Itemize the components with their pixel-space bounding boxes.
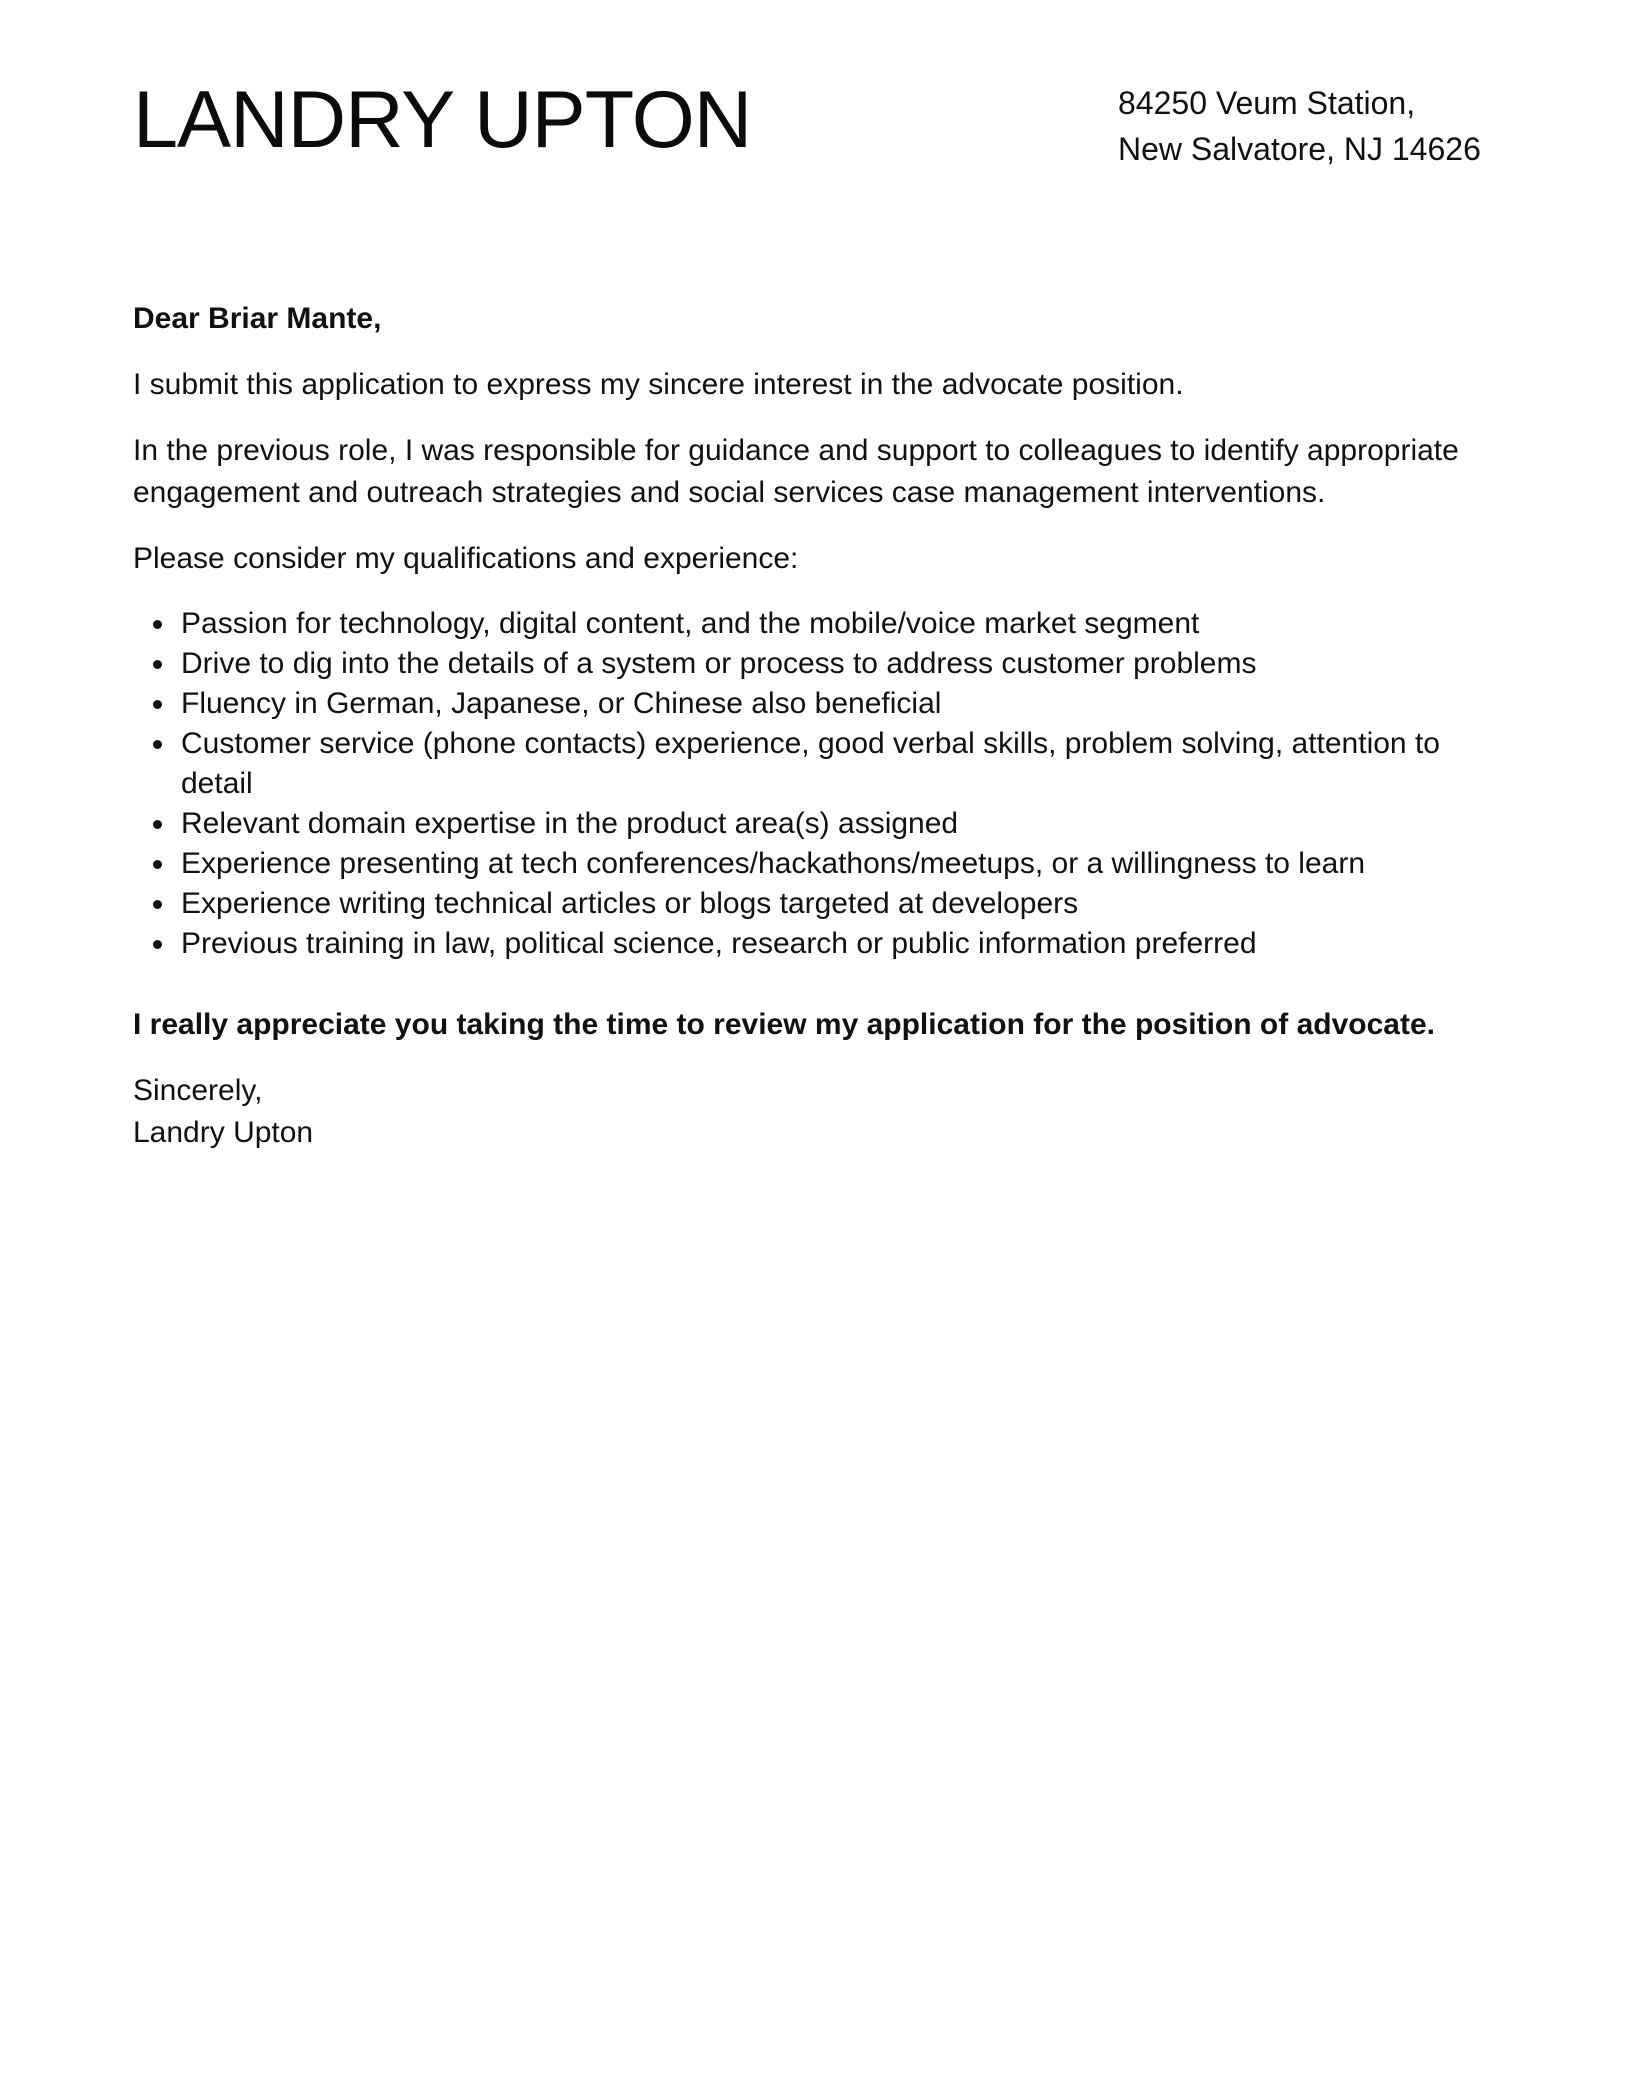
- previous-role-paragraph: In the previous role, I was responsible for guidance and support to colleagues to identify appropriate engagement and outreach strategies and social services case management interventions.: [133, 434, 1459, 509]
- letter-body: [133, 298, 1503, 1154]
- signoff-block: [133, 1070, 1503, 1154]
- qualification-item: Passion for technology, digital content, and the mobile/voice market segment: [181, 604, 1503, 644]
- intro-paragraph: I submit this application to express my sincere interest in the advocate position.: [133, 368, 1184, 401]
- qualification-item: Previous training in law, political science, research or public information preferred: [181, 924, 1503, 964]
- sender-address: [1118, 80, 1518, 172]
- qualification-item: Fluency in German, Japanese, or Chinese also beneficial: [181, 684, 1503, 724]
- qualification-item: Customer service (phone contacts) experience, good verbal skills, problem solving, attention to detail: [181, 724, 1503, 804]
- address-line-1: 84250 Veum Station,: [1118, 85, 1416, 121]
- qualifications-list: [133, 604, 1503, 964]
- qualification-item: Experience writing technical articles or blogs targeted at developers: [181, 884, 1503, 924]
- qualifications-intro: Please consider my qualifications and experience:: [133, 542, 799, 575]
- qualification-item: Drive to dig into the details of a system or process to address customer problems: [181, 644, 1503, 684]
- signoff: Sincerely,: [133, 1074, 263, 1107]
- qualification-item: Relevant domain expertise in the product area(s) assigned: [181, 804, 1503, 844]
- closing-statement: I really appreciate you taking the time to review my application for the position of advocate.: [133, 1008, 1435, 1041]
- sender-name: LANDRY UPTON: [133, 75, 752, 165]
- address-line-2: New Salvatore, NJ 14626: [1118, 131, 1481, 167]
- salutation: Dear Briar Mante,: [133, 302, 382, 335]
- qualification-item: Experience presenting at tech conferences/hackathons/meetups, or a willingness to learn: [181, 844, 1503, 884]
- signature-name: Landry Upton: [133, 1116, 314, 1149]
